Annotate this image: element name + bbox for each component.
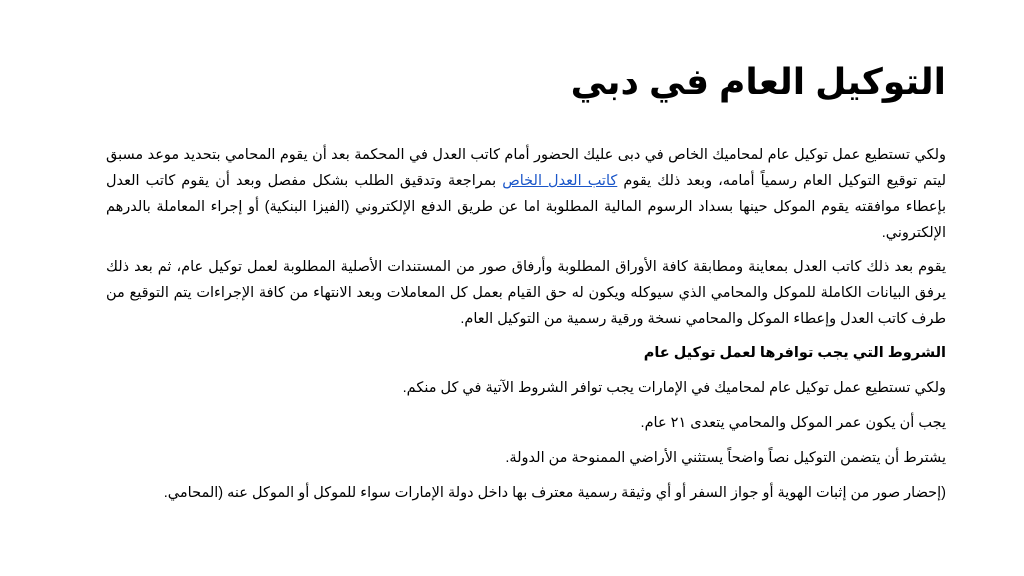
condition-id: (إحضار صور من إثبات الهوية أو جواز السفر أو أي وثيقة رسمية معترف بها داخل دولة الإمارات سواء للموكل أو الموكل عنه (المحامي. xyxy=(163,485,946,501)
conditions-heading: الشروط التي يجب توافرها لعمل توكيل عام xyxy=(643,345,946,361)
page-title: التوكيل العام في دبي xyxy=(570,61,946,102)
condition-text: يشترط أن يتضمن التوكيل نصاً واضحاً يستثني الأراضي الممنوحة من الدولة. xyxy=(505,450,946,466)
condition-age: يجب أن يكون عمر الموكل والمحامي يتعدى ٢١ عام. xyxy=(640,415,946,431)
conditions-intro: ولكي تستطيع عمل توكيل عام لمحاميك في الإمارات يجب توافر الشروط الآتية في كل منكم. xyxy=(402,380,946,396)
paragraph-notary-procedure-start: ولكي تستطيع عمل توكيل عام لمحاميك الخاص في دبى عليك الحضور أمام كاتب العدل في المحكمة بعد أن يقوم المحامي بتحديد موعد مسبق ليتم توقيع التوكيل العام رسمياً أمامه، وبعد ذلك يقوم xyxy=(106,147,946,189)
paragraph-document-review: يقوم بعد ذلك كاتب العدل بمعاينة ومطابقة كافة الأوراق المطلوبة وأرفاق صور من المستندات الأصلية المطلوبة لعمل توكيل عام، ثم بعد ذلك يرفق البيانات الكاملة للموكل والمحامي الذي سيوكله ويكون له حق القيام بعمل كل المعاملات وبعد الانتهاء من كافة الإجراءات يتم التوقيع من طرف كاتب العدل وإعطاء الموكل والمحامي نسخة ورقية رسمية من التوكيل العام. xyxy=(106,259,946,327)
paragraph-notary-procedure xyxy=(106,142,946,246)
paragraph-notary-procedure-end: بمراجعة وتدقيق الطلب بشكل مفصل وبعد أن يقوم كاتب العدل بإعطاء موافقته يقوم الموكل حينها بسداد الرسوم المالية المطلوبة اما عن طريق الدفع الإلكتروني (الفيزا البنكية) أو إجراء المعاملة بالدرهم الإلكتروني. xyxy=(106,173,946,241)
private-notary-link[interactable]: كاتب العدل الخاص xyxy=(502,173,618,189)
